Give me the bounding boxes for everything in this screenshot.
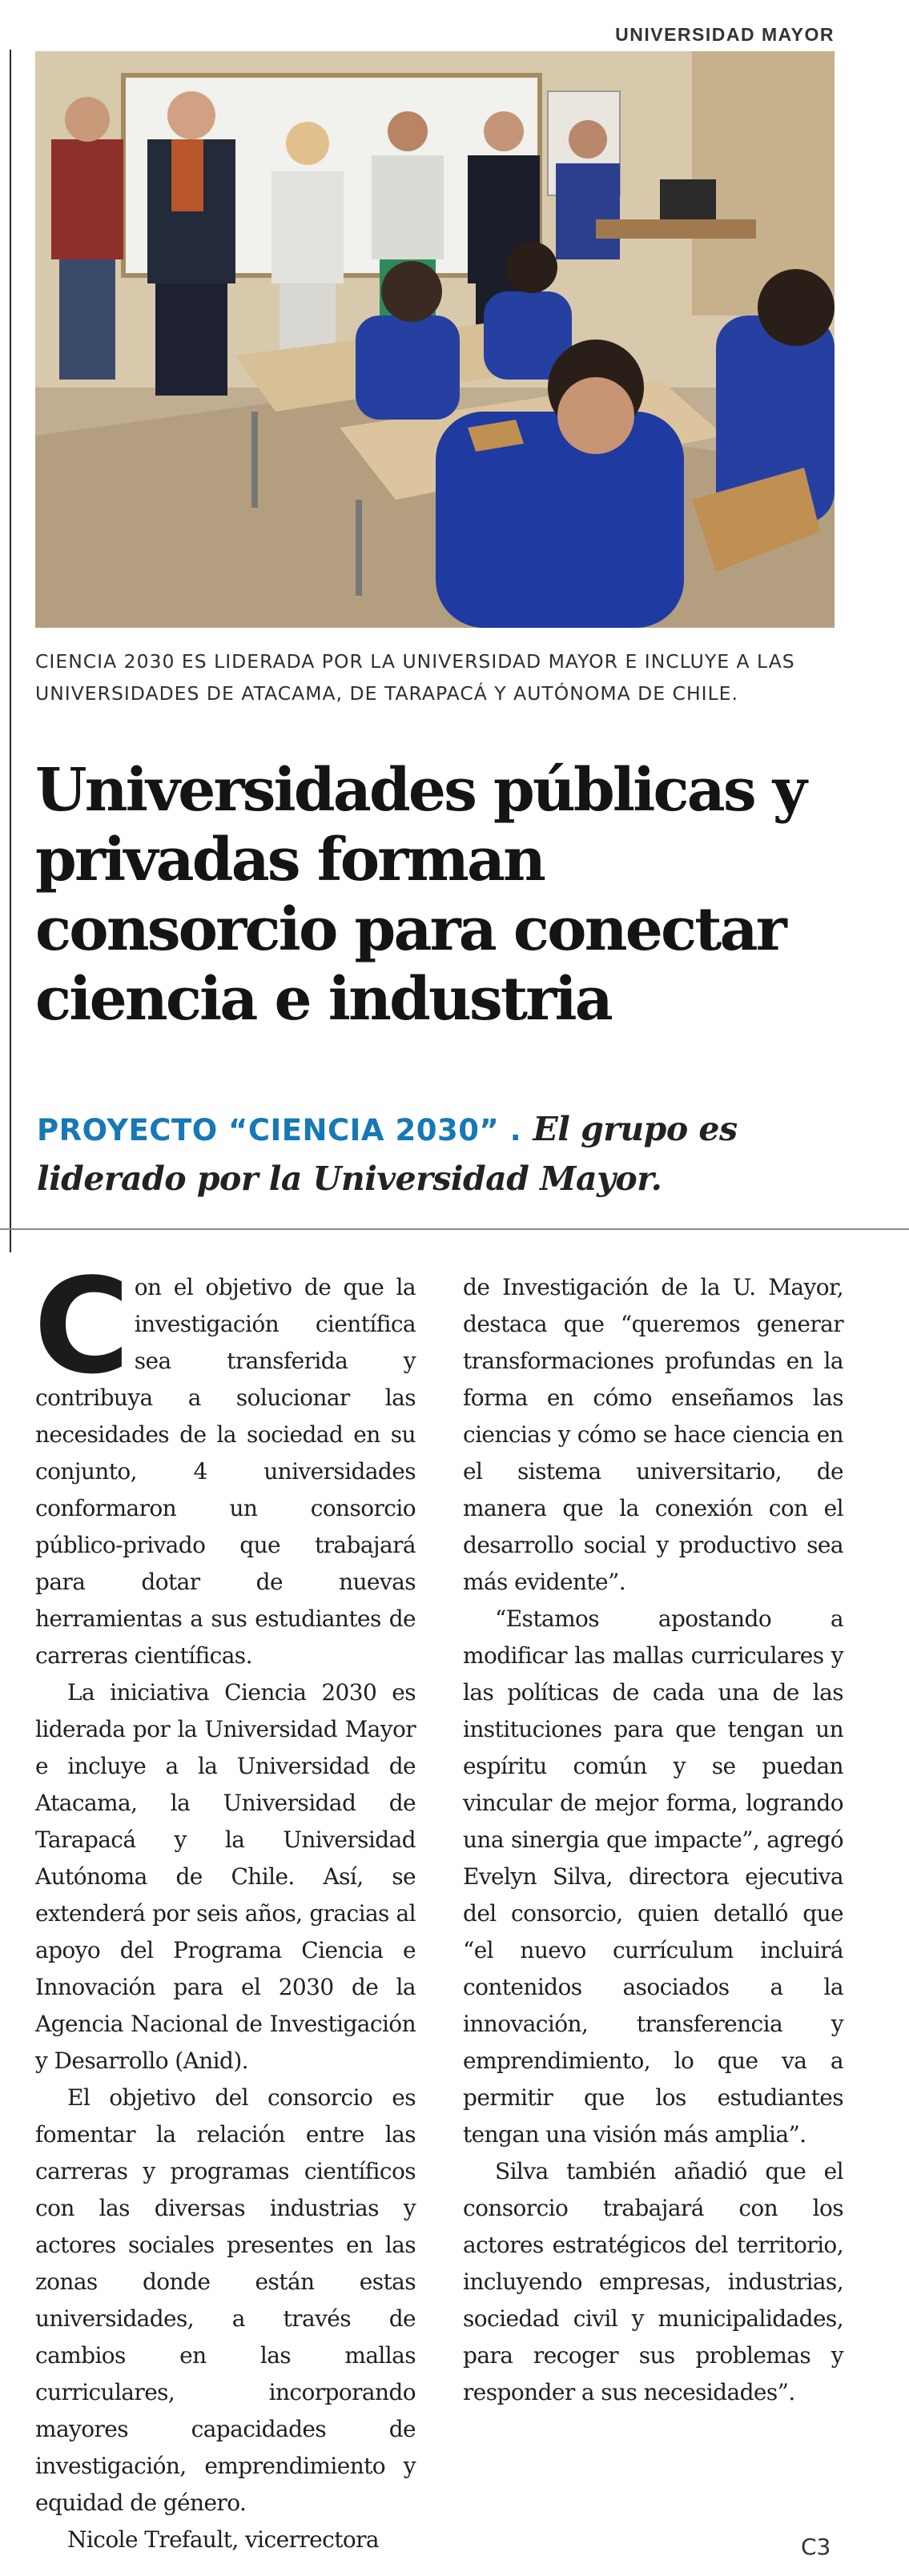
article-column-left (34, 1250, 416, 2558)
paragraph-5: “Estamos apostando a modificar las mallas curriculares y las políticas de cada una de las instituciones para que tengan un espíritu común y se puedan vincular de mejor forma, logrando una sinergia que impacte”, agregó Evelyn Silva, directora ejecutiva del consorcio, quien detalló que “el nuevo currículum incluirá contenidos asociados a la innovación, transferencia y emprendimiento, lo que va a permitir que los estudiantes tengan una visión más amplia”. (463, 1605, 843, 2148)
photo-caption: CIENCIA 2030 ES LIDERADA POR LA UNIVERSIDAD MAYOR E INCLUYE A LAS UNIVERSIDADES DE ATACAMA, DE TARAPACÁ Y AUTÓNOMA DE CHILE. (35, 650, 795, 705)
section-divider (0, 1228, 909, 1230)
headline: Universidades públicas y privadas forman consorcio para conectar ciencia e industria (35, 756, 805, 1034)
paragraph-4-continued: de Investigación de la U. Mayor, destaca que “queremos generar transformaciones profundas en la forma en cómo enseñamos las ciencias y cómo se hace ciencia en el sistema universitario, de manera que la conexión con el desarrollo social y productivo sea más evidente”. (463, 1274, 843, 1595)
left-column-rule (10, 50, 11, 1252)
paragraph-1 (34, 1250, 416, 1674)
deck-kicker: PROYECTO “CIENCIA 2030” . (37, 1113, 522, 1147)
deck-text: El grupo es liderado por la Universidad Mayor. (37, 1110, 738, 1198)
article-column-right (463, 1269, 843, 2411)
end-mark-icon: C3 (801, 2534, 831, 2560)
paragraph-6: Silva también añadió que el consorcio trabajará con los actores estratégicos del territorio, incluyendo empresas, industrias, sociedad civil y municipalidades, para recoger sus problemas y responder a sus necesidades”. (463, 2158, 843, 2405)
section-tag: UNIVERSIDAD MAYOR (615, 24, 835, 45)
deck (37, 1105, 838, 1203)
paragraph-4-start: Nicole Trefault, vicerrectora (67, 2526, 379, 2553)
drop-cap: C (34, 1250, 130, 1403)
paragraph-3: El objetivo del consorcio es fomentar la relación entre las carreras y programas científicos con las diversas industrias y actores sociales presentes en las zonas donde están estas universidades, a través de cambios en las mallas curriculares, incorporando mayores capacidades de investigación, emprendimiento y equidad de género. (35, 2084, 416, 2516)
article-photo (35, 51, 835, 628)
classroom-photo-icon (35, 51, 835, 628)
paragraph-2: La iniciativa Ciencia 2030 es liderada por la Universidad Mayor e incluye a la Universidad de Atacama, la Universidad de Tarapacá y la Universidad Autónoma de Chile. Así, se extenderá por seis años, gracias al apoyo del Programa Ciencia e Innovación para el 2030 de la Agencia Nacional de Investigación y Desarrollo (Anid). (35, 1679, 416, 2074)
paragraph-1-text: on el objetivo de que la investigación científica sea transferida y contribuya a solucionar las necesidades de la sociedad en su conjunto, 4 universidades conformaron un consorcio público-privado que trabajará para dotar de nuevas herramientas a sus estudiantes de carreras científicas. (35, 1274, 416, 1669)
